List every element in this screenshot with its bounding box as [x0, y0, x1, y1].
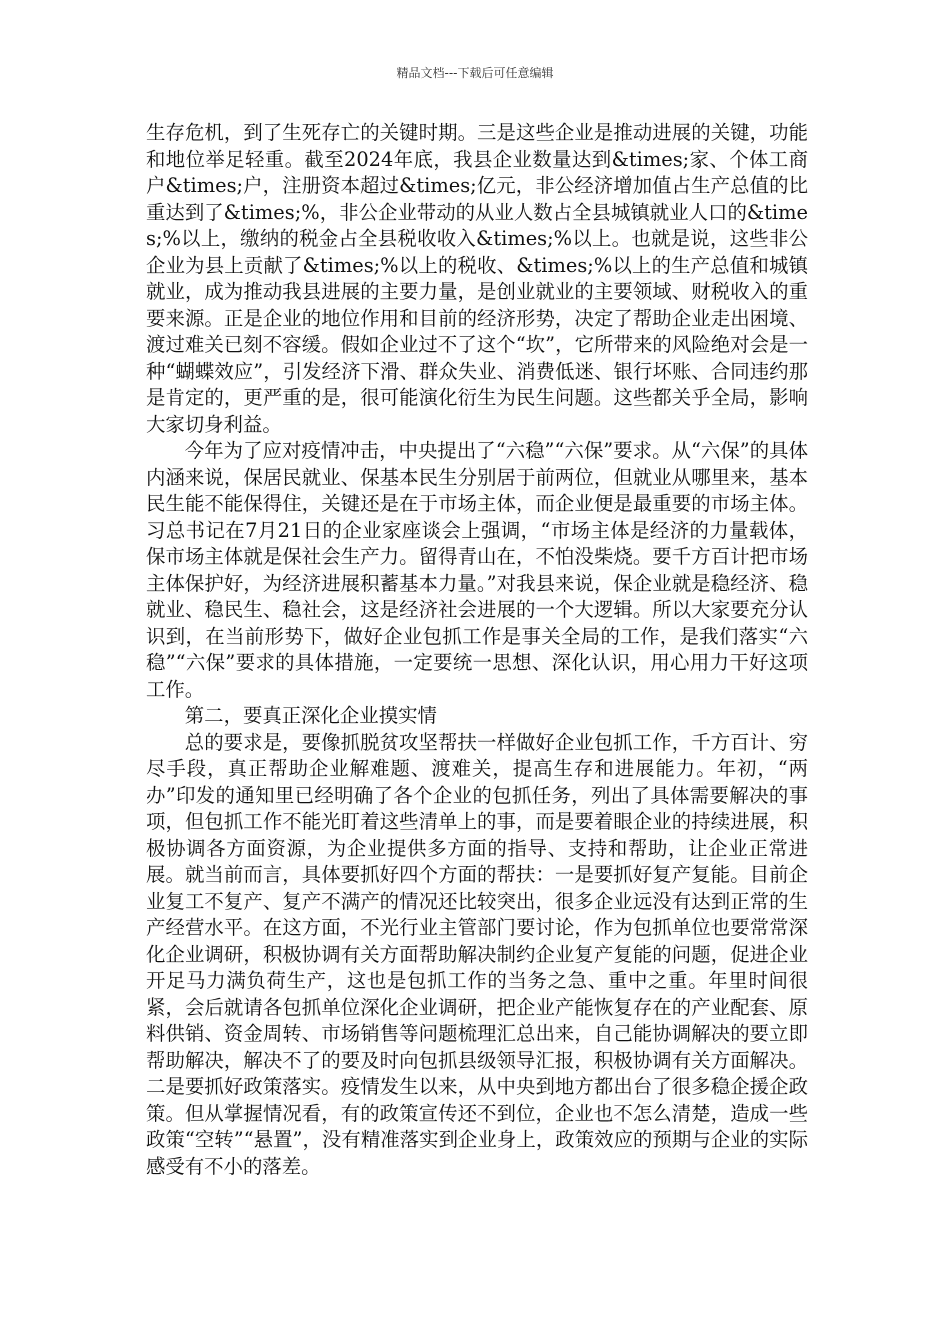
paragraph-continuation: 生存危机，到了生死存亡的关键时期。三是这些企业是推动进展的关键，功能和地位举足轻重。截至2024年底，我县企业数量达到&times;家、个体工商户&times;户，注册资本超过&times;亿元，非公经济增加值占生产总值的比重达到了&times;%，非公企业带动的从业人数占全县城镇就业人口的&times;%以上，缴纳的税金占全县税收收入&times;%以上。也就是说，这些非公企业为县上贡献了&times;%以上的税收、&times;%以上的生产总值和城镇就业，成为推动我县进展的主要力量，是创业就业的主要领域、财税收入的重要来源。正是企业的地位作用和目前的经济形势，决定了帮助企业走出困境、渡过难关已刻不容缓。假如企业过不了这个“坎”，它所带来的风险绝对会是一种“蝴蝶效应”，引发经济下滑、群众失业、消费低迷、银行坏账、合同违约那是肯定的，更严重的是，很可能演化衍生为民生问题。这些都关乎全局，影响大家切身利益。 — [146, 121, 808, 436]
paragraph-requirements: 总的要求是，要像抓脱贫攻坚帮扶一样做好企业包抓工作，千方百计、穷尽手段，真正帮助企业解难题、渡难关，提高生存和进展能力。年初，“两办”印发的通知里已经明确了各个企业的包抓任务，列出了具体需要解决的事项，但包抓工作不能光盯着这些清单上的事，而是要着眼企业的持续进展，积极协调各方面资源，为企业提供多方面的指导、支持和帮助，让企业正常进展。就当前而言，具体要抓好四个方面的帮扶：一是要抓好复产复能。目前企业复工不复产、复产不满产的情况还比较突出，很多企业远没有达到正常的生产经营水平。在这方面，不光行业主管部门要讨论，作为包抓单位也要常常深化企业调研，积极协调有关方面帮助解决制约企业复产复能的问题，促进企业开足马力满负荷生产，这也是包抓工作的当务之急、重中之重。年里时间很紧，会后就请各包抓单位深化企业调研，把企业产能恢复存在的产业配套、原料供销、资金周转、市场销售等问题梳理汇总出来，自己能协调解决的要立即帮助解决，解决不了的要及时向包抓县级领导汇报，积极协调有关方面解决。二是要抓好政策落实。疫情发生以来，从中央到地方都出台了很多稳企援企政策。但从掌握情况看，有的政策宣传还不到位，企业也不怎么清楚，造成一些政策“空转”“悬置”，没有精准落实到企业身上，政策效应的预期与企业的实际感受有不小的落差。 — [146, 730, 808, 1178]
paragraph-six-stable: 今年为了应对疫情冲击，中央提出了“六稳”“六保”要求。从“六保”的具体内涵来说，保居民就业、保基本民生分别居于前两位，但就业从哪里来，基本民生能不能保得住，关键还是在于市场主体，而企业便是最重要的市场主体。习总书记在7月21日的企业家座谈会上强调，“市场主体是经济的力量载体，保市场主体就是保社会生产力。留得青山在，不怕没柴烧。要千方百计把市场主体保护好，为经济进展积蓄基本力量。”对我县来说，保企业就是稳经济、稳就业、稳民生、稳社会，这是经济社会进展的一个大逻辑。所以大家要充分认识到，在当前形势下，做好企业包抓工作是事关全局的工作，是我们落实“六稳”“六保”要求的具体措施，一定要统一思想、深化认识，用心用力干好这项工作。 — [146, 439, 808, 701]
section-heading: 第二，要真正深化企业摸实情 — [184, 704, 437, 727]
document-body — [146, 120, 808, 1180]
page-header: 精品文档---下载后可任意编辑 — [396, 66, 554, 80]
